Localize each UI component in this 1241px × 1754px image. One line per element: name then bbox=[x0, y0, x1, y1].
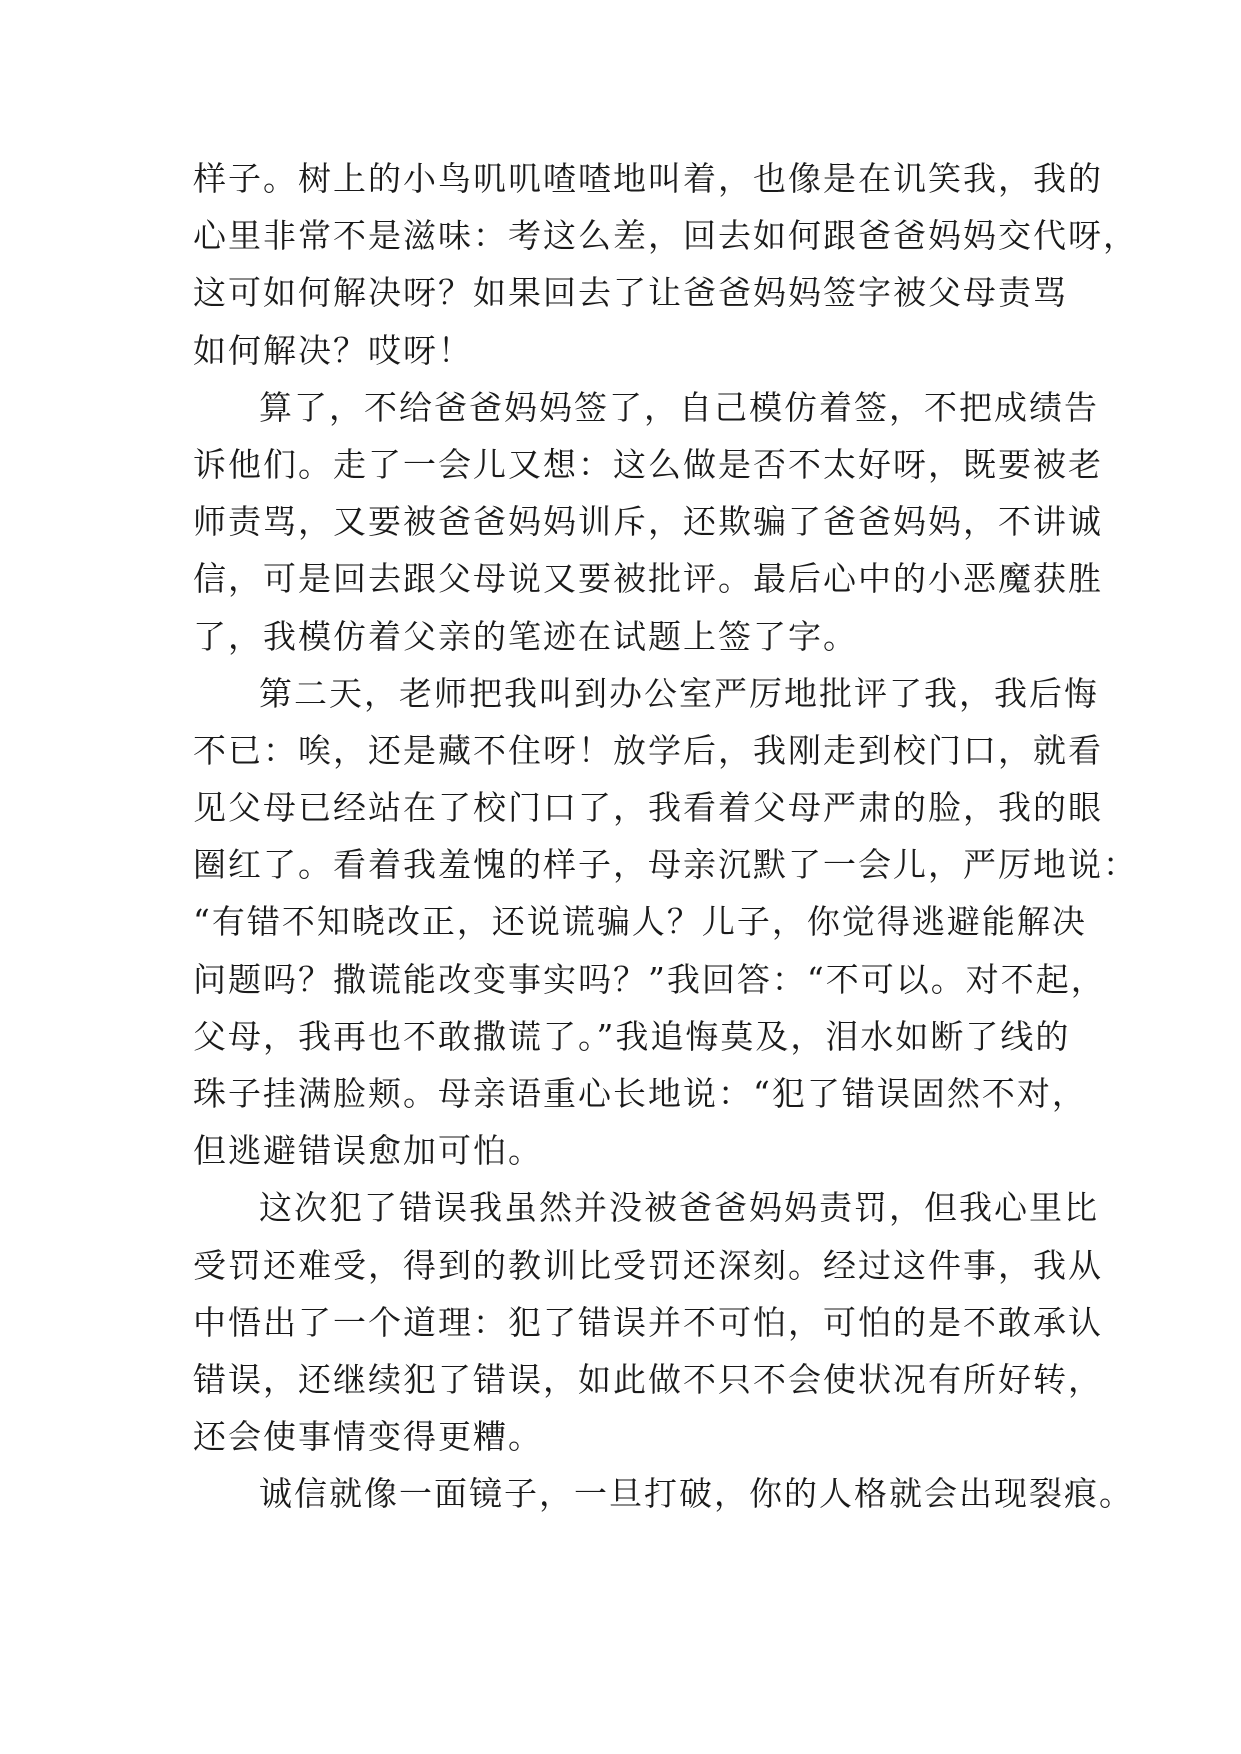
text-line: 心里非常不是滋味：考这么差，回去如何跟爸爸妈妈交代呀， bbox=[193, 216, 1138, 256]
text-line: 父母，我再也不敢撒谎了。”我追悔莫及，泪水如断了线的 bbox=[193, 1016, 1071, 1056]
text-line: 师责骂，又要被爸爸妈妈训斥，还欺骗了爸爸妈妈，不讲诚 bbox=[193, 502, 1103, 542]
text-line: 问题吗？撒谎能改变事实吗？”我回答：“不可以。对不起， bbox=[193, 959, 1106, 999]
text-line: 中悟出了一个道理：犯了错误并不可怕，可怕的是不敢承认 bbox=[193, 1302, 1103, 1342]
text-line: 珠子挂满脸颊。母亲语重心长地说：“犯了错误固然不对， bbox=[193, 1074, 1087, 1113]
paragraph-first-line: 算了，不给爸爸妈妈签了，自己模仿着签，不把成绩告 bbox=[259, 387, 1099, 427]
text-line: 见父母已经站在了校门口了，我看着父母严肃的脸，我的眼 bbox=[193, 788, 1103, 828]
text-line: 错误，还继续犯了错误，如此做不只不会使状况有所好转， bbox=[193, 1359, 1103, 1399]
text-line: 还会使事情变得更糟。 bbox=[193, 1417, 543, 1457]
text-line: 信，可是回去跟父母说又要被批评。最后心中的小恶魔获胜 bbox=[193, 559, 1103, 599]
text-line: 如何解决？哎呀！ bbox=[193, 330, 473, 370]
text-line: 这可如何解决呀？如果回去了让爸爸妈妈签字被父母责骂 bbox=[193, 273, 1068, 313]
text-line: 了，我模仿着父亲的笔迹在试题上签了字。 bbox=[193, 616, 858, 656]
paragraph-first-line: 诚信就像一面镜子，一旦打破，你的人格就会出现裂痕。 bbox=[259, 1474, 1134, 1514]
text-line: 但逃避错误愈加可怕。 bbox=[193, 1131, 543, 1171]
paragraph-first-line: 这次犯了错误我虽然并没被爸爸妈妈责罚，但我心里比 bbox=[259, 1188, 1099, 1228]
paragraph-first-line: 第二天，老师把我叫到办公室严厉地批评了我，我后悔 bbox=[259, 673, 1099, 713]
text-line: 样子。树上的小鸟叽叽喳喳地叫着，也像是在讥笑我，我的 bbox=[193, 159, 1103, 198]
text-line: 诉他们。走了一会儿又想：这么做是否不太好呀，既要被老 bbox=[193, 444, 1103, 484]
text-line: “有错不知晓改正，还说谎骗人？儿子，你觉得逃避能解决 bbox=[193, 902, 1087, 942]
text-line: 不已：唉，还是藏不住呀！放学后，我刚走到校门口，就看 bbox=[193, 730, 1103, 770]
body-text bbox=[193, 150, 1138, 1523]
text-line: 受罚还难受，得到的教训比受罚还深刻。经过这件事，我从 bbox=[193, 1245, 1103, 1285]
text-line: 圈红了。看着我羞愧的样子，母亲沉默了一会儿，严厉地说： bbox=[193, 845, 1138, 885]
